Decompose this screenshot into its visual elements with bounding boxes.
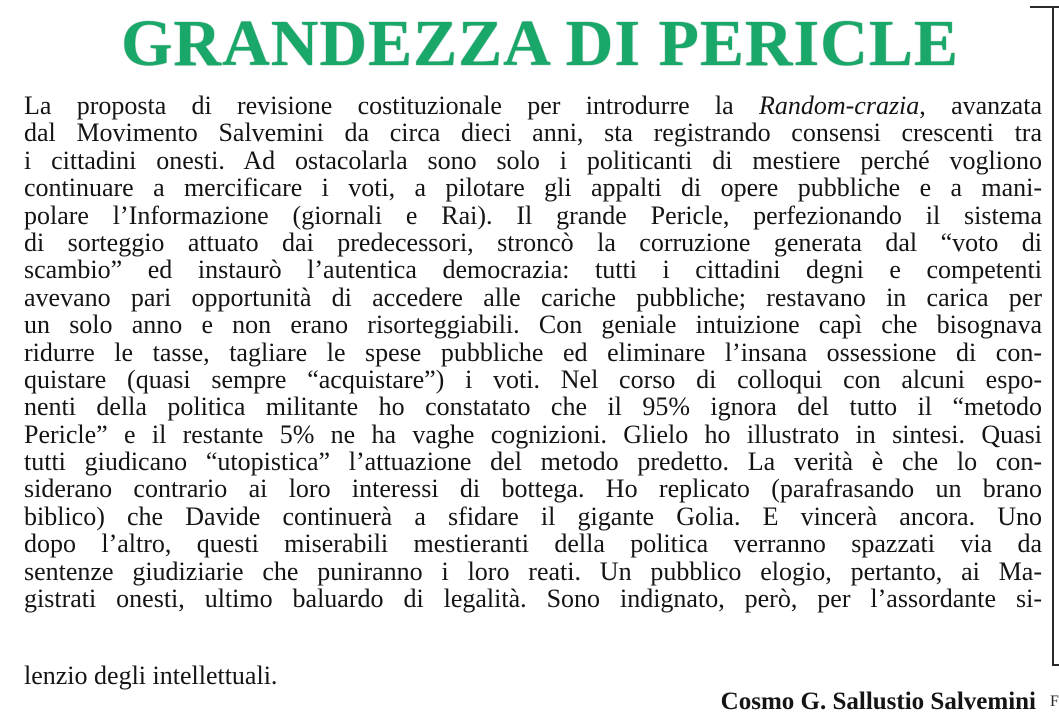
author-signature: Cosmo G. Sallustio Salvemini [720,688,1036,715]
body-line: Pericle” e il restante 5% ne ha vaghe cognizioni. Glielo ho illustrato in sintesi. Quasi [24,419,1042,449]
body-line: i cittadini onesti. Ad ostacolarla sono solo i politicanti di mestiere perché vogliono [24,145,1042,175]
column-rule-top [1030,6,1059,8]
body-line: siderano contrario ai loro interessi di bottega. Ho replicato (parafrasando un brano [24,474,1042,504]
body-line: un solo anno e non erano risorteggiabili. Con geniale intuizione capì che bisognava [24,310,1042,340]
cropped-edge-letter: F [1050,693,1059,710]
article-body [24,92,1042,612]
body-line: di sorteggio attuato dai predecessori, stroncò la corruzione generata dal “voto di [24,227,1042,257]
body-line: gistrati onesti, ultimo baluardo di legalità. Sono indignato, però, per l’assordante si- [24,584,1042,614]
body-line: nenti della politica militante ho constatato che il 95% ignora del tutto il “metodo [24,392,1042,422]
closing-row [24,661,1042,717]
body-line: dal Movimento Salvemini da circa dieci anni, sta registrando consensi crescenti tra [24,118,1042,148]
body-line: scambio” ed instaurò l’autentica democrazia: tutti i cittadini degni e competenti [24,255,1042,285]
body-line: biblico) che Davide continuerà a sfidare il gigante Golia. E vincerà ancora. Uno [24,501,1042,531]
body-line: La proposta di revisione costituzionale per introdurre la Random-crazia, avanzata [24,91,1042,120]
body-line: sentenze giudiziarie che puniranno i loro reati. Un pubblico elogio, pertanto, ai Ma- [24,556,1042,586]
body-line-last: lenzio degli intellettuali. [24,661,278,690]
body-line: polare l’Informazione (giornali e Rai). Il grande Pericle, perfezionando il sistema [24,200,1042,230]
body-line: avevano pari opportunità di accedere alle cariche pubbliche; restavano in carica per [24,282,1042,312]
body-line: dopo l’altro, questi miserabili mestieranti della politica verranno spazzati via da [24,529,1042,559]
body-line: tutti giudicano “utopistica” l’attuazione del metodo predetto. La verità è che lo con- [24,447,1042,477]
body-line: quistare (quasi sempre “acquistare”) i voti. Nel corso di colloqui con alcuni espo- [24,364,1042,394]
body-line: continuare a mercificare i voti, a pilotare gli appalti di opere pubbliche e a mani- [24,173,1042,203]
body-line: ridurre le tasse, tagliare le spese pubbliche ed eliminare l’insana ossessione di con- [24,337,1042,367]
article-headline: GRANDEZZA DI PERICLE [121,7,959,80]
column-rule-right [1052,6,1054,666]
column-rule-bottom [1052,664,1059,666]
